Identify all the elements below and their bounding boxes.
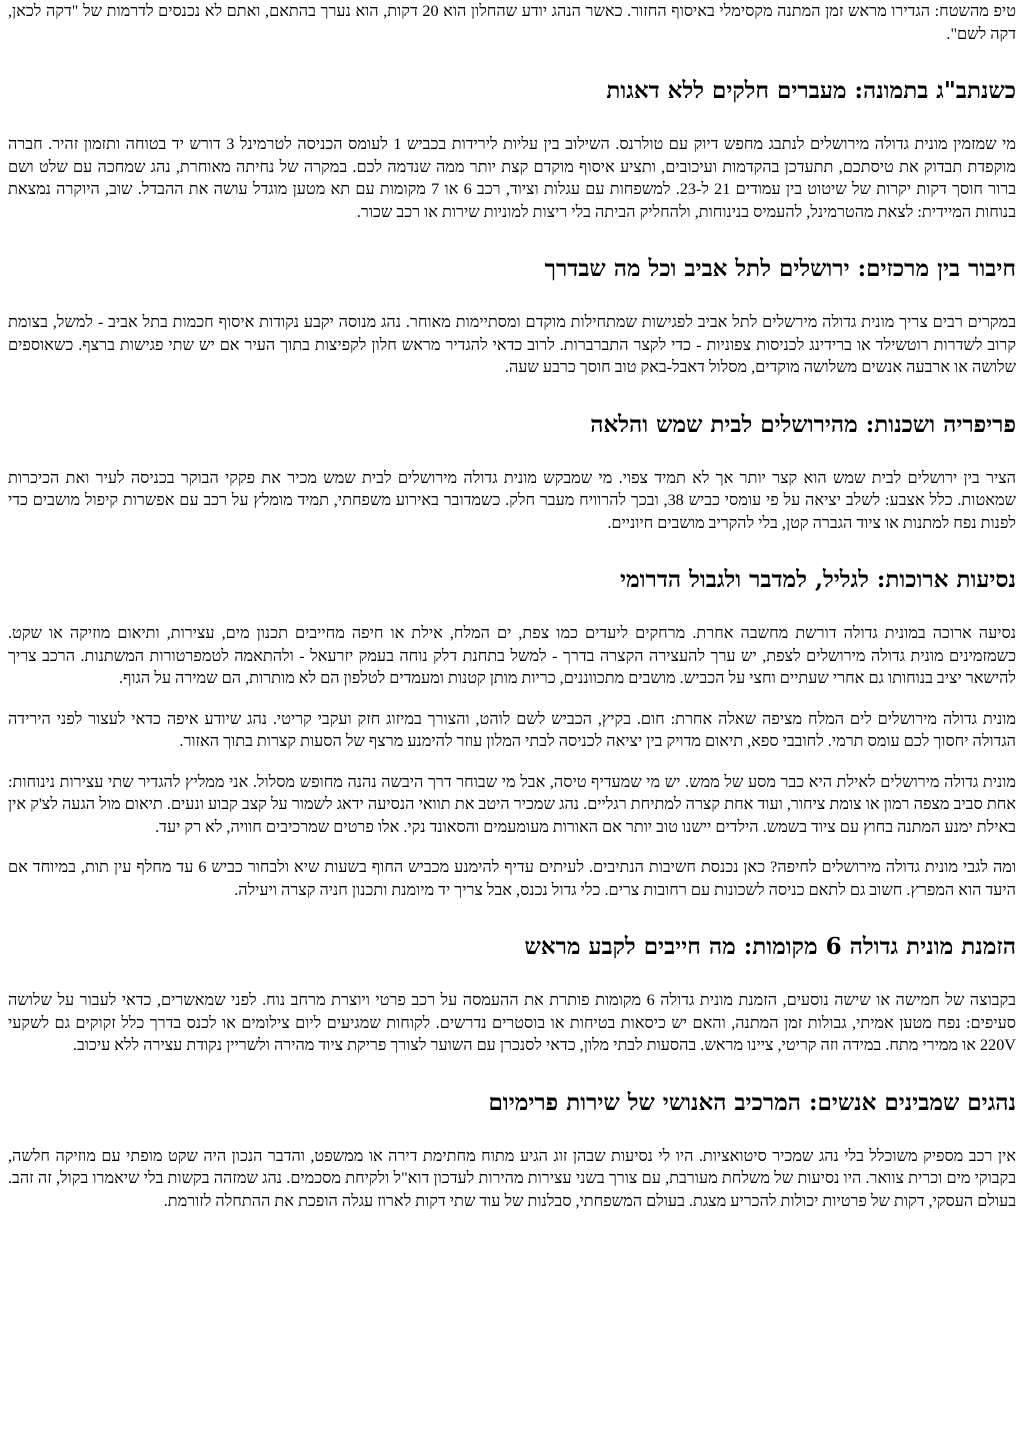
section-heading-drivers: נהגים שמבינים אנשים: המרכיב האנושי של שירות פרימיום [488, 1088, 1016, 1116]
section-paragraph: נסיעה ארוכה במונית גדולה דורשת מחשבה אחרת. מרחקים ליעדים כמו צפת, ים המלח, אילת או חיפה מחייבים תכנון מים, עצירות, ותיאום מוזיקה או שקט. כשמזמינים מונית גדולה מירושלים לצפת, יש ערך להעצירה הקצרה בדרך - למשל בתחנת דלק נוחה בעמק יזרעאל - ולהתאמה לטמפרטורות המשתנות. הרכב צריך להישאר יציב בנוחותו גם אחרי שעתיים וחצי על הכביש. מושבים מתכווננים, כריות מותן קטנות ומעמדים לטלפון הם לא מותרות, הם שמירה על הגוף. [8, 624, 1016, 687]
section-heading-long-trips: נסיעות ארוכות: לגליל, למדבר ולגבול הדרומי [620, 566, 1016, 593]
section-paragraph: מונית גדולה מירושלים לים המלח מציפה שאלה אחרת: חום. בקיץ, הכביש לשם לוהט, והצורך במיזוג חזק ועקבי קריטי. נהג שיודע איפה כדאי לעצור לפני הירידה הגדולה יחסוך לכם עומס תרמי. לחובבי ספא, תיאום מדויק בין יציאה לכניסה לבתי המלון עוזר להימנע מרצף של הסעות קצרות בתוך האזור. [8, 709, 1016, 750]
intro-tip-paragraph: טיפ מהשטח: הגדירו מראש זמן המתנה מקסימלי באיסוף החזור. כאשר הנהג יודע שהחלון הוא 20 דקות, הוא נערך בהתאם, ואתם לא נכנסים לדרמות של "דקה לכאן, דקה לשם". [8, 2, 1017, 43]
section-paragraph: בקבוצה של חמישה או שישה נוסעים, הזמנת מונית גדולה 6 מקומות פותרת את ההעמסה על רכב פרטי ויוצרת מרחב נוח. לפני שמאשרים, כדאי לעבור על שלושה סעיפים: נפח מטען אמיתי, גבולות זמן המתנה, והאם יש כיסאות בטיחות או בוסטרים נדרשים. לקוחות שמגיעים ליום צילומים או לכנס בדרך כלל זקוקים גם לשקעי 220V או ממירי מתח. במידה וזה קריטי, ציינו מראש. בהסעות לבתי מלון, כדאי לסנכרן עם השוער לצורך פריקת ציוד מהירה ולשריין נקודת עצירה ללא עיכוב. [8, 991, 1016, 1054]
section-paragraph: הציר בין ירושלים לבית שמש הוא קצר יותר אך לא תמיד צפוי. מי שמבקש מונית גדולה מירושלים לבית שמש מכיר את פקקי הבוקר בכניסה לעיר ואת הכיכרות שמאטות. כלל אצבע: לשלב יציאה על פי עומסי כביש 38, ובכך להרוויח מעבר חלק. כשמדובר באירוע משפחתי, תמיד מומלץ על רכב עם אפשרות קיפול מושבים כדי לפנות נפח למתנות או ציוד הגברה קטן, בלי להקריב מושבים חיוניים. [8, 468, 1016, 532]
article [8, 0, 1016, 1212]
section-heading-airport: כשנתב"ג בתמונה: מעברים חלקים ללא דאגות [606, 77, 1016, 104]
section-paragraph: ומה לגבי מונית גדולה מירושלים לחיפה? כאן נכנסת חשיבות הנתיבים. לעיתים עדיף להימנע מכביש החוף בשעות שיא ולבחור כביש 6 עד מחלף עין תות, במיוחד אם היעד הוא המפרץ. חשוב גם לתאם כניסה לשכונות עם רחובות צרים. כלי גדול נכנס, אבל צריך יד מיומנת ותכנון חניה קצרה ויעילה. [8, 858, 1016, 899]
section-paragraph: מי שמזמין מונית גדולה מירושלים לנתבג מחפש דיוק עם טולרנס. השילוב בין עליות לירידות בכביש 1 לעומס הכניסה לטרמינל 3 דורש יד בטוחה ותזמון זהיר. חברה מוקפדת תבדוק את טיסתכם, תתעדכן בהקדמות ועיכובים, ותציע איסוף מוקדם קצת יותר ממה שנדמה לכם. במקרה של נחיתה מאוחרת, נהג שמחכה עם שלט ושם ברור חוסך דקות יקרות של שיטוט בין עמודים 21 ל-23. למשפחות עם עגלות וציוד, רכב 6 או 7 מקומות עם תא מטען מוגדל עושה את ההבדל. שוב, היוקרה נמצאת בנוחות המיידית: לצאת מהטרמינל, להעמיס בנינוחות, ולהחליק הביתה בלי ריצות למוניות שירות או רכב שכור. [8, 135, 1017, 221]
section-paragraph: במקרים רבים צריך מונית גדולה מירשלים לתל אביב לפגישות שמתחילות מוקדם ומסתיימות מאוחר. נהג מנוסה יקבע נקודות איסוף חכמות בתל אביב - למשל, בצומת קרוב לשדרות רוטשילד או ברידינג לכניסות צפוניות - כדי לקצר התברברות. לרוב כדאי להגדיר מראש חלון לקפיצות בתוך העיר אם יש שתי פגישות ברצף. כשאוספים שלושה או ארבעה אנשים משלושה מוקדים, מסלול דאבל-באק טוב חוסך כרבע שעה. [8, 313, 1016, 376]
section-paragraph: מונית גדולה מירושלים לאילת היא כבר מסע של ממש. יש מי שמעדיף טיסה, אבל מי שבוחר דרך היבשה נהנה מחופש מסלול. אני ממליץ להגדיר שתי עצירות נינוחות: אחת סביב מצפה רמון או צומת ציחור, ועוד אחת קצרה למתיחת רגליים. נהג שמכיר היטב את תוואי הנסיעה ידאג לשמור על קצב קבוע ונעים. תיאום מול הגעה לצ'ק אין באילת ימנע המתנה בחוץ עם ציוד בשמש. הילדים יישנו טוב יותר אם האורות מעומעמים והסאונד נקי. אלו פרטים שמרכיבים חוויה, לא רק יעד. [8, 772, 1016, 836]
section-heading-six-seats: הזמנת מונית גדולה 6 מקומות: מה חייבים לקבע מראש [524, 933, 1016, 960]
section-heading-beit-shemesh: פריפריה ושכנות: מהירושלים לבית שמש והלאה [590, 410, 1016, 438]
section-heading-tel-aviv: חיבור בין מרכזים: ירושלים לתל אביב וכל מה שבדרך [544, 255, 1016, 282]
section-paragraph: אין רכב מספיק משוכלל בלי נהג שמכיר סיטואציות. היו לי נסיעות שבהן זוג הגיע מתוח מחתימת דירה או ממשפט, והדבר הנכון היה שקט מופתי עם מוזיקה חלשה, בקבוקי מים וכרית צוואר. היו נסיעות של משלחת מעורבת, עם צורך בשני עצירות מהירות לעדכון דוא"ל ולקיחת מסכמים. נהג שמזהה בקשות בלי שיאמרו בקול, זה זהב. בעולם העסקי, דקות של פרטיות יכולות להכריע מצגת. בעולם המשפחתי, סבלנות של עוד שתי דקות לארוז עגלה הופכת את ההתחלה לזורמת. [8, 1146, 1016, 1210]
